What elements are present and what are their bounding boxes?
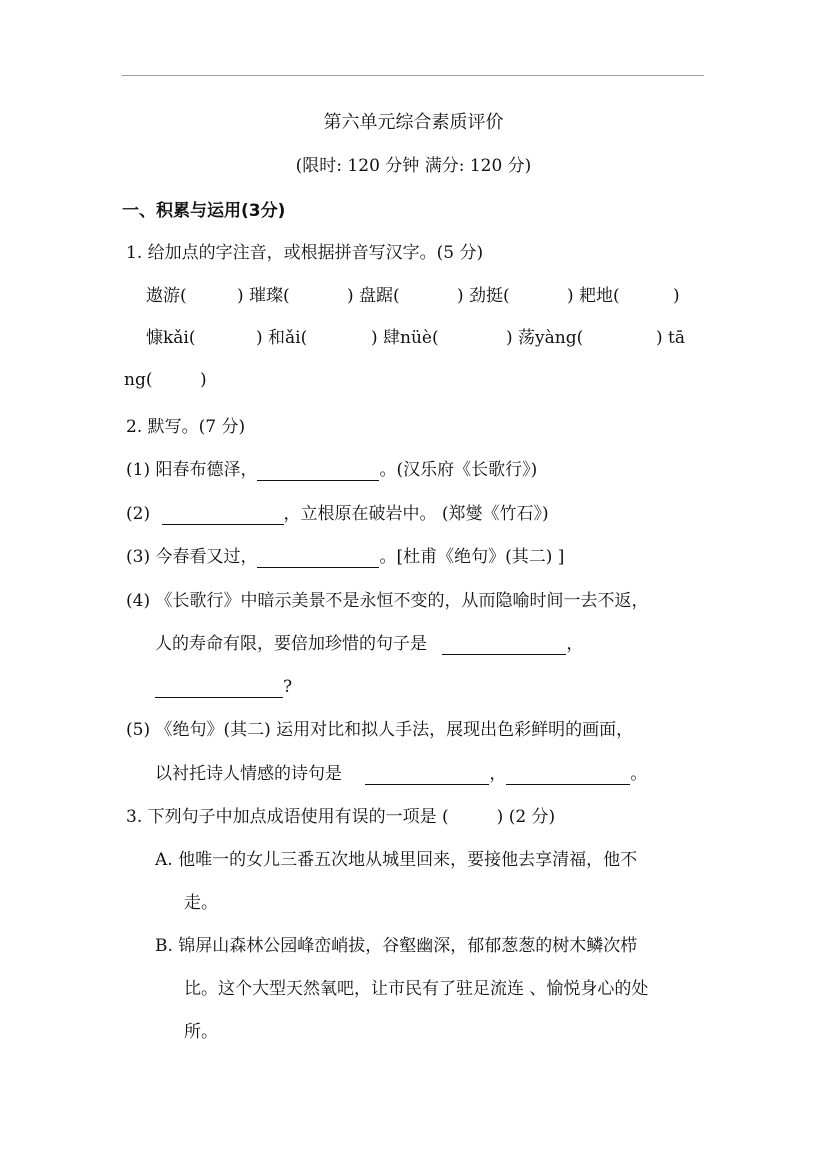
q2-item-5-comma: ， bbox=[489, 764, 507, 784]
page-title: 第六单元综合素质评价 bbox=[323, 112, 504, 133]
q2-item-5-text: 以衬托诗人情感的诗句是 bbox=[155, 764, 342, 784]
question-3-prompt bbox=[126, 806, 555, 828]
option-b-line-2: 比。这个大型天然氧吧，让市民有了驻足流连 、愉悦身心的处 bbox=[184, 979, 649, 999]
question-1-row-2 bbox=[146, 327, 685, 349]
q1-item-8: ) 和ǎi( bbox=[256, 328, 308, 348]
q1-item-11: ) tā bbox=[656, 328, 686, 348]
q2-item-2-number: (2) bbox=[126, 504, 151, 524]
q1-item-10: ) 荡yàng( bbox=[506, 328, 584, 348]
q3-prompt-text: 3. 下列句子中加点成语使用有误的一项是 ( bbox=[126, 807, 449, 827]
q1-item-12: ng( bbox=[124, 370, 153, 390]
question-1-prompt: 1. 给加点的字注音，或根据拼音写汉字。(5 分) bbox=[126, 243, 484, 263]
option-b-line-3: 所。 bbox=[184, 1022, 218, 1042]
answer-blank[interactable] bbox=[257, 462, 379, 481]
q2-item-3-text: (3) 今春看又过， bbox=[126, 547, 258, 567]
q1-item-7: 慷kǎi( bbox=[146, 328, 196, 348]
option-b-line-1: B. 锦屏山森林公园峰峦峭拔，谷壑幽深，郁郁葱葱的树木鳞次栉 bbox=[155, 936, 638, 956]
question-1-row-1 bbox=[146, 285, 680, 307]
option-a-line-1: A. 他唯一的女儿三番五次地从城里回来，要接他去享清福，他不 bbox=[155, 850, 638, 870]
question-2-item-2 bbox=[126, 503, 549, 525]
answer-blank[interactable] bbox=[442, 636, 566, 655]
question-2-item-3 bbox=[126, 546, 564, 568]
q2-item-3-source: 。[杜甫《绝句》(其二) ] bbox=[379, 547, 565, 567]
q1-item-6: ) bbox=[673, 286, 680, 306]
q1-item-1: 遨游( bbox=[146, 286, 187, 306]
question-2-item-5-line-1: (5) 《绝句》(其二) 运用对比和拟人手法，展现出色彩鲜明的画面， bbox=[126, 720, 634, 740]
q3-prompt-score: ) (2 分) bbox=[496, 807, 556, 827]
q1-item-13: ) bbox=[200, 370, 207, 390]
q2-item-4-comma: ， bbox=[566, 634, 584, 654]
q2-item-2-text: ，立根原在破岩中。 (郑燮《竹石》) bbox=[283, 504, 549, 524]
question-2-prompt: 2. 默写。(7 分) bbox=[126, 417, 246, 437]
q2-item-1-text: (1) 阳春布德泽， bbox=[126, 460, 258, 480]
answer-blank[interactable] bbox=[162, 506, 284, 525]
answer-blank[interactable] bbox=[506, 766, 630, 785]
q1-item-2: ) 璀璨( bbox=[237, 286, 290, 306]
question-2-item-4-line-1: (4) 《长歌行》中暗示美景不是永恒不变的，从而隐喻时间一去不返， bbox=[126, 591, 649, 611]
answer-blank[interactable] bbox=[155, 679, 283, 698]
q2-item-5-end: 。 bbox=[630, 764, 648, 784]
question-2-item-4-line-2 bbox=[155, 633, 583, 655]
question-2-item-4-line-3 bbox=[155, 676, 292, 698]
q2-item-4-text: 人的寿命有限，要倍加珍惜的句子是 bbox=[155, 634, 427, 654]
q1-item-5: ) 耙地( bbox=[567, 286, 620, 306]
question-2-item-5-line-2 bbox=[155, 763, 647, 785]
q1-item-9: ) 肆nüè( bbox=[371, 328, 439, 348]
top-rule bbox=[122, 75, 704, 76]
q1-item-4: ) 劲挺( bbox=[457, 286, 510, 306]
answer-blank[interactable] bbox=[257, 549, 379, 568]
question-2-item-1 bbox=[126, 459, 537, 481]
q2-item-1-source: 。(汉乐府《长歌行》) bbox=[379, 460, 538, 480]
q1-item-3: ) 盘踞( bbox=[347, 286, 400, 306]
q2-item-4-end: ? bbox=[283, 677, 293, 697]
option-a-line-2: 走。 bbox=[184, 893, 218, 913]
section-heading: 一、积累与运用(3分) bbox=[122, 201, 286, 221]
answer-blank[interactable] bbox=[365, 766, 489, 785]
question-1-row-3 bbox=[124, 369, 207, 391]
page-subtitle: (限时: 120 分钟 满分: 120 分) bbox=[295, 156, 532, 176]
